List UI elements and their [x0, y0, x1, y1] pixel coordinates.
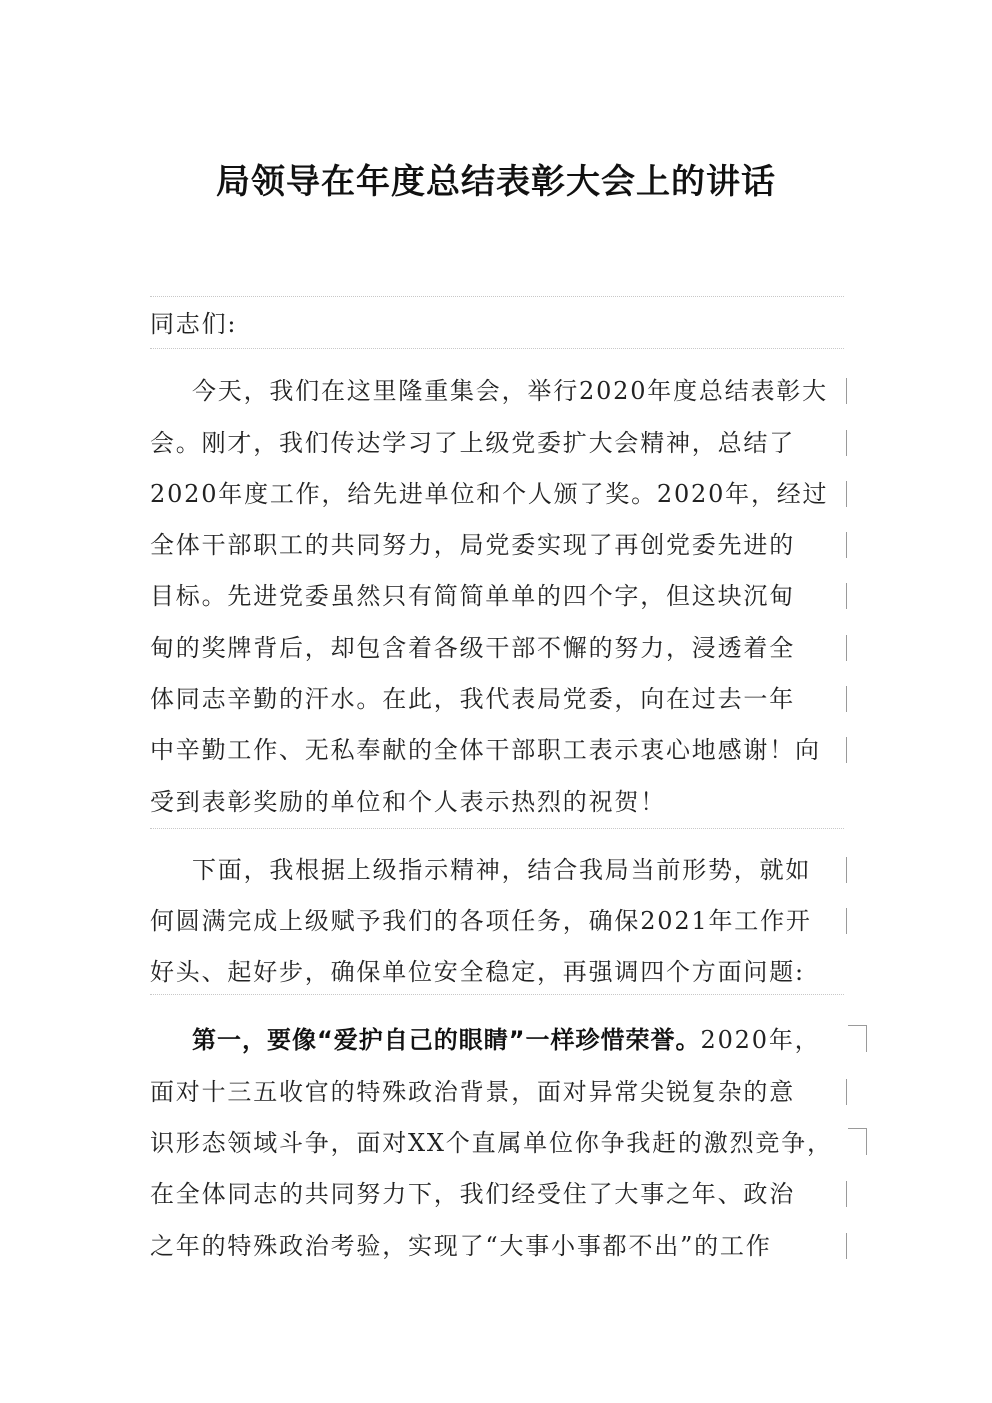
section-heading: 第一，要像“爱护自己的眼睛”一样珍惜荣誉。 [192, 1026, 701, 1054]
document-title: 局领导在年度总结表彰大会上的讲话 [216, 162, 776, 202]
line-end-marker [846, 481, 847, 507]
paragraph2-line: 何圆满完成上级赋予我们的各项任务，确保2021年工作开 [150, 907, 812, 935]
line-end-corner-marker [848, 1128, 867, 1155]
paragraph1-line: 2020年度工作，给先进单位和个人颁了奖。2020年，经过 [150, 480, 829, 508]
paragraph3-line: 面对十三五收官的特殊政治背景，面对异常尖锐复杂的意 [150, 1078, 795, 1106]
line-end-corner-marker [848, 1025, 867, 1052]
paragraph3-first-line-rest: 2020年， [700, 1026, 821, 1054]
paragraph3-line: 识形态领域斗争，面对XX个直属单位你争我赶的激烈竞争， [150, 1129, 833, 1157]
line-end-marker [846, 1181, 847, 1207]
paragraph3-line: 在全体同志的共同努力下，我们经受住了大事之年、政治 [150, 1180, 795, 1208]
paragraph1-line: 甸的奖牌背后，却包含着各级干部不懈的努力，浸透着全 [150, 634, 795, 662]
line-end-marker [846, 430, 847, 456]
paragraph1-line: 体同志辛勤的汗水。在此，我代表局党委，向在过去一年 [150, 685, 795, 713]
guide-line [150, 296, 844, 297]
salutation: 同志们: [150, 310, 238, 338]
line-end-marker [846, 1079, 847, 1105]
paragraph1-line: 全体干部职工的共同努力，局党委实现了再创党委先进的 [150, 531, 795, 559]
paragraph2-line: 下面，我根据上级指示精神，结合我局当前形势，就如 [192, 856, 812, 884]
paragraph1-line: 会。刚才，我们传达学习了上级党委扩大会精神，总结了 [150, 429, 795, 457]
line-end-marker [846, 686, 847, 712]
paragraph2-line: 好头、起好步，确保单位安全稳定，再强调四个方面问题: [150, 958, 805, 986]
line-end-marker [846, 532, 847, 558]
line-end-marker [846, 908, 847, 934]
paragraph3-first-line [150, 1022, 844, 1058]
paragraph1-line: 目标。先进党委虽然只有简简单单的四个字，但这块沉甸 [150, 582, 795, 610]
line-end-marker [846, 737, 847, 763]
paragraph1-line: 受到表彰奖励的单位和个人表示热烈的祝贺！ [150, 788, 666, 816]
paragraph1-line: 中辛勤工作、无私奉献的全体干部职工表示衷心地感谢！向 [150, 736, 821, 764]
paragraph1-line: 今天，我们在这里隆重集会，举行2020年度总结表彰大 [192, 377, 828, 405]
line-end-marker [846, 1233, 847, 1259]
guide-line [150, 348, 844, 349]
line-end-marker [846, 635, 847, 661]
line-end-marker [846, 857, 847, 883]
paragraph3-line: 之年的特殊政治考验，实现了“大事小事都不出”的工作 [150, 1232, 772, 1260]
line-end-marker [846, 583, 847, 609]
line-end-marker [846, 378, 847, 404]
guide-line [150, 828, 844, 829]
guide-line [150, 994, 844, 995]
